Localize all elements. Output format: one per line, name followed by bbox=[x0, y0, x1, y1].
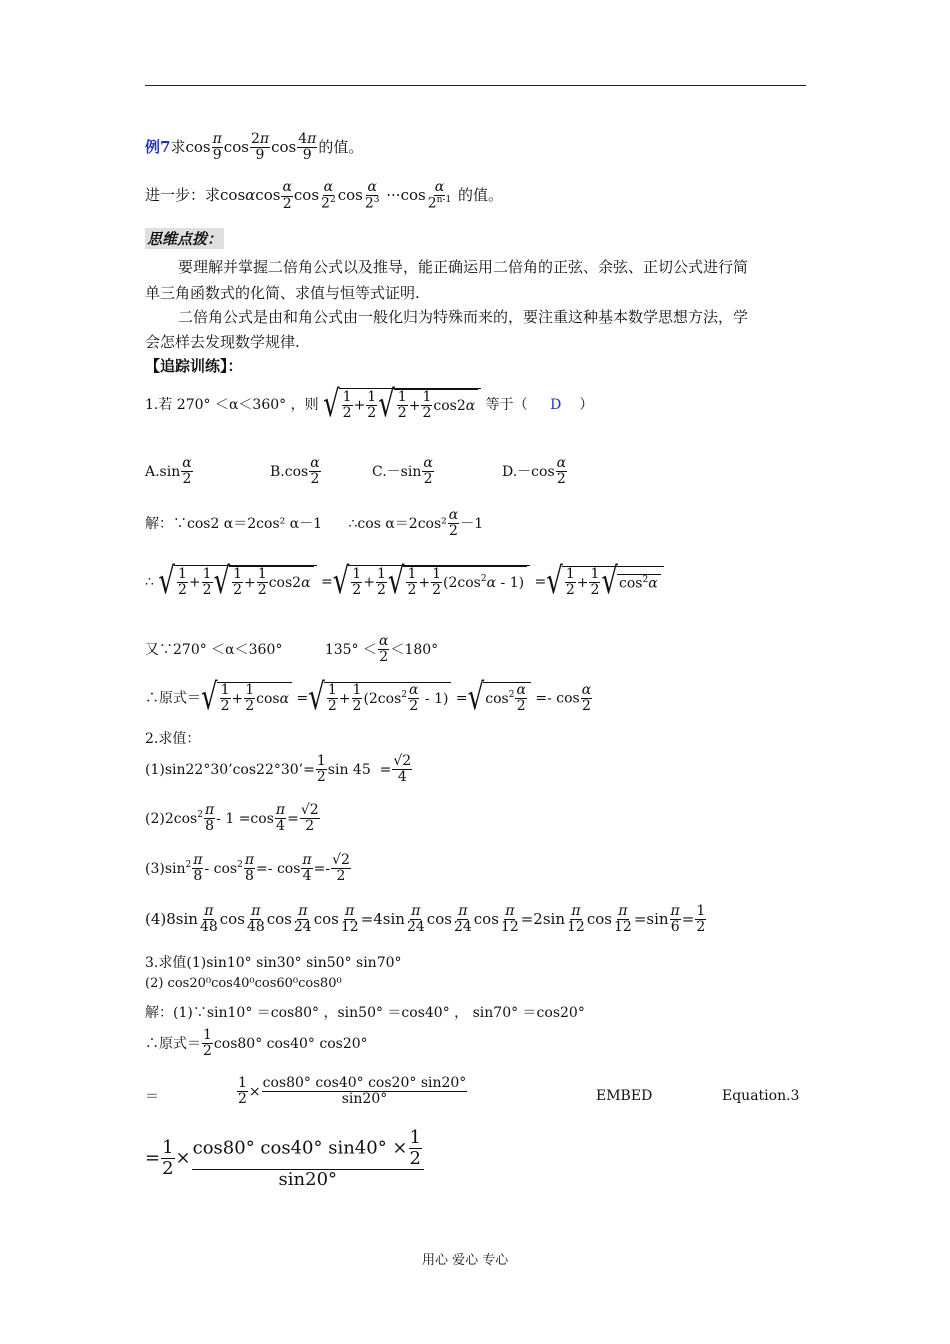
therefore-symbol: ∴ bbox=[145, 573, 154, 590]
sol1-cosa: ∴cos α＝2cos² bbox=[348, 515, 447, 532]
example-label: 例7 bbox=[145, 137, 171, 156]
q2-line3: $(3)\sin^2$ $\frac{\pi}{8}$ - $\cos^2$ $\frac{\pi}{8}$ =- cos $\frac{\pi}{4}$ =- $\frac{√2}{2}$ bbox=[145, 852, 350, 885]
example-tail: 的值。 bbox=[318, 137, 364, 156]
thinking-p1a: 要理解并掌握二倍角公式以及推导，能正确运用二倍角的正弦、余弦、正切公式进行简 bbox=[178, 258, 749, 276]
sol1-minus1: －1 bbox=[460, 515, 484, 532]
sol1-range1: 135° ＜ bbox=[324, 641, 377, 658]
q1-after: 等于（ bbox=[485, 396, 528, 413]
further-lead: 进一步：求 bbox=[145, 186, 221, 205]
header-rule bbox=[145, 85, 806, 86]
q1-answer: D bbox=[550, 396, 562, 413]
q2-line2: $(2)2\cos^2$ $\frac{\pi}{8}$ - 1 =cos $\frac{\pi}{4}$ = $\frac{√2}{2}$ bbox=[145, 802, 319, 835]
sol1-range2: ＜180° bbox=[390, 641, 439, 658]
q2-l4-label: (4) bbox=[145, 909, 167, 928]
thinking-title: 思维点拨： bbox=[147, 230, 223, 248]
sol1-orig: ∴原式＝ bbox=[145, 690, 201, 707]
q1-option-b: B.cos $\frac{\alpha}{2}$ bbox=[270, 455, 320, 488]
thinking-p1b: 单三角函数式的化简、求值与恒等式证明. bbox=[145, 284, 420, 302]
sol1-orig-line: ∴原式＝√ $\frac{1}{2}$ + $\frac{1}{2}$ cosα =√ $\frac{1}{2}$ + $\frac{1}{2}$ ($2\cos^2$ $\frac{\alpha}{2}$ - $1) =√\cos^2$ $\frac{\alpha}{2}$ =- cos $\frac{\alpha}{2}$ bbox=[145, 677, 592, 720]
sol1-cos2a: 解：∵cos2 α＝2cos² α－1 bbox=[145, 515, 323, 532]
q2-line4: (4)8sin $\frac{\pi}{48}$ cos $\frac{\pi}{48}$ cos $\frac{\pi}{24}$ cos $\frac{\pi}{12}$ =4sin $\frac{\pi}{24}$ cos $\frac{\pi}{24}$ cos $\frac{\pi}{12}$ =2sin $\frac{\pi}{12}$ cos $\frac{\pi}{12}$ =sin $\frac{\pi}{6}$ = $\frac{1}{2}$ bbox=[145, 903, 706, 936]
q2-l3-label: (3) bbox=[145, 860, 165, 877]
q1-option-c: C.－sin $\frac{\alpha}{2}$ bbox=[372, 455, 433, 488]
q3-sub2: (2) cos20⁰cos40⁰cos60⁰cos80⁰ bbox=[145, 976, 342, 991]
ask-text: 求 bbox=[170, 137, 186, 156]
q2-title: 2.求值： bbox=[145, 731, 201, 747]
embed-label: EMBED bbox=[596, 1088, 653, 1104]
q3-final-line: = $\frac{1}{2}$ × cos80° cos40° sin40° × $\frac{1}{2}$ sin20° bbox=[145, 1128, 425, 1189]
q3-orig-line: ∴原式＝ $\frac{1}{2}$ cos80° cos40° cos20° bbox=[145, 1027, 368, 1060]
sol1-therefore-line: ∴ √ $\frac{1}{2}$ + $\frac{1}{2}$ √ $\frac{1}{2}$ + $\frac{1}{2}$ cos2α =√ $\frac{1}{2}$ + $\frac{1}{2}$ √ $\frac{1}{2}$ + $\frac{1}{2}$ $(2\cos^2\alpha - 1)$ =√ $\frac{1}{2}$ + $\frac{1}{2}$ $√\cos^2\alpha$ bbox=[145, 565, 664, 599]
q1-line: 1.若 270° ＜α＜360° ，则 √ $\frac{1}{2}$ + $\frac{1}{2}$ √ $\frac{1}{2}$ + $\frac{1}{2}$ cos2α 等于（ D ） bbox=[145, 383, 594, 427]
thinking-p2b: 会怎样去发现数学规律. bbox=[145, 333, 300, 351]
q2-l2-label: (2) bbox=[145, 810, 165, 827]
sol1-again-line: 又∵270° ＜α＜360° 135° ＜ $\frac{\alpha}{2}$ ＜180° bbox=[145, 633, 439, 666]
q1-option-a: A.sin $\frac{\alpha}{2}$ bbox=[145, 455, 192, 488]
thinking-p2a: 二倍角公式是由和角公式由一般化归为特殊而来的，要注重这种基本数学思想方法，学 bbox=[178, 308, 749, 326]
footer: 用心 爱心 专心 bbox=[422, 1253, 509, 1268]
q2-line1: (1)sin22°30’cos22°30’= $\frac{1}{2}$ sin 45 = $\frac{√2}{4}$ bbox=[145, 753, 412, 786]
equation-label: Equation.3 bbox=[722, 1088, 800, 1104]
further-line: 进一步：求cosαcos $\frac{\alpha}{2}$ cos $\frac{\alpha}{2^2}$ cos $\frac{\alpha}{2^3}$ ···cos $\frac{\alpha}{2^{n-1}}$ 的值。 bbox=[145, 179, 503, 213]
q3-fraction-line: $\frac{1}{2}$ × $\frac{\cos 80^\circ \cos 40^\circ \cos 20^\circ \sin 20^\circ}{\sin 20^\circ}$ bbox=[238, 1075, 467, 1108]
q1-option-d: D.－cos $\frac{\alpha}{2}$ bbox=[502, 455, 567, 488]
example-7-line: 例7求cos $\frac{\pi}{9}$ cos $\frac{2\pi}{9}$ cos $\frac{4\pi}{9}$ 的值。 bbox=[145, 131, 364, 164]
q3-solution: 解：(1)∵sin10° ＝cos80° ，sin50° ＝cos40° ， sin70° ＝cos20° bbox=[145, 1005, 585, 1021]
q3-eq-sign: ＝ bbox=[145, 1089, 159, 1105]
tracking-title: 【追踪训练】： bbox=[145, 357, 243, 375]
q3-orig-tail: cos80° cos40° cos20° bbox=[213, 1035, 368, 1052]
q1-close: ） bbox=[579, 396, 594, 413]
further-tail: 的值。 bbox=[457, 186, 503, 205]
sol1-line1: 解：∵cos2 α＝2cos² α－1 ∴cos α＝2cos² $\frac{\alpha}{2}$ －1 bbox=[145, 507, 484, 540]
q3-orig: ∴原式＝ bbox=[145, 1035, 201, 1052]
q2-l1-text: (1)sin22°30’cos22°30’= bbox=[145, 761, 315, 778]
q3-title: 3.求值(1)sin10° sin30° sin50° sin70° bbox=[145, 955, 402, 971]
sol1-again: 又∵270° ＜α＜360° bbox=[145, 641, 283, 658]
q1-stem: 1.若 270° ＜α＜360° ，则 bbox=[145, 396, 319, 413]
